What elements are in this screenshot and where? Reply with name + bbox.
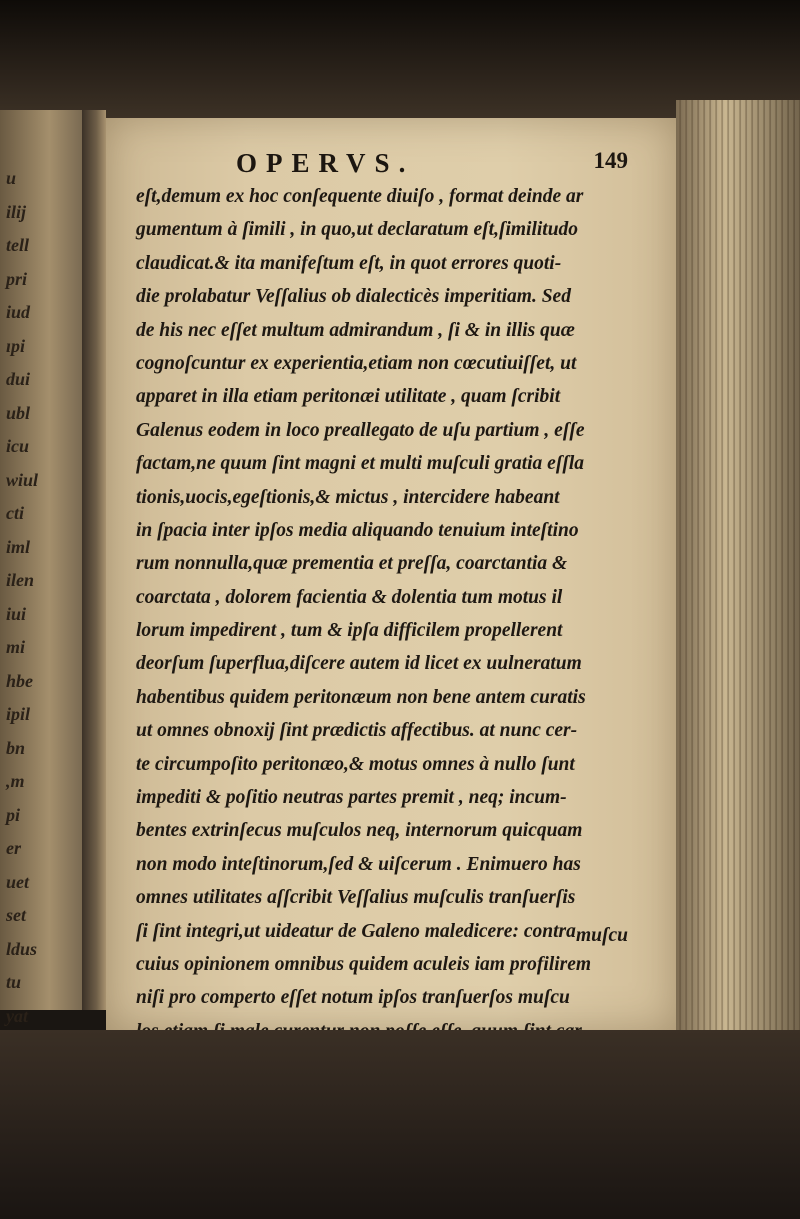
text-line: gumentum à ſimili , in quo,ut declaratum eſt,ſimilitudo: [136, 219, 579, 241]
text-line: tionis,uocis,egeſtionis,& mictus , intercidere habeant: [136, 486, 560, 508]
facing-page-fragment: er: [6, 838, 21, 858]
text-line: te circumpoſito peritonæo,& motus omnes à nullo ſunt: [136, 753, 575, 775]
text-line: eſt,demum ex hoc conſequente diuiſo , format deinde ar: [136, 186, 584, 207]
text-line: ſi ſint integri,ut uideatur de Galeno maledicere: contra: [136, 920, 576, 942]
text-line: claudicat.& ita manifeſtum eſt, in quot errores quoti-: [136, 252, 562, 274]
page-header: [236, 148, 636, 178]
facing-page-fragment: ilij: [6, 201, 27, 222]
text-line: deorſum ſuperflua,diſcere autem id licet ex uulneratum: [136, 653, 582, 675]
text-line: impediti & poſitio neutras partes premit , neq; incum-: [136, 787, 567, 809]
page-number: 149: [593, 148, 628, 173]
facing-page-fragment: pi: [6, 804, 21, 825]
facing-page-fragment: ldus: [6, 938, 38, 959]
text-line: in ſpacia inter ipſos media aliquando tenuium inteſtino: [136, 519, 579, 541]
text-line: non modo inteſtinorum,ſed & uiſcerum . Enimuero has: [136, 853, 581, 875]
facing-page-fragment: ipil: [6, 704, 31, 724]
body-text: [136, 180, 666, 1148]
text-line: cognoſcuntur ex experientia,etiam non cœcutiuiſſet, ut: [136, 352, 577, 374]
text-line: coarctata , dolorem facientia & dolentia tum motus il: [136, 586, 563, 608]
facing-page-fragment: ubl: [6, 402, 31, 423]
text-line: rum nonnulla,quæ prementia et preſſa, coarctantia &: [136, 553, 568, 575]
text-line: lorum impedirent , tum & ipſa difficilem propellerent: [136, 620, 563, 642]
facing-page-fragment: mi: [6, 637, 26, 657]
book-background-bottom: [0, 1030, 800, 1219]
facing-page-fragments: [0, 110, 82, 1167]
text-line: cuius opinionem omnibus quidem aculeis iam profilirem: [136, 953, 592, 975]
text-line: bentes extrinſecus muſculos neq, internorum quicquam: [136, 820, 583, 842]
facing-page-fragment: dui: [6, 369, 31, 389]
facing-page-fragment: iui: [6, 603, 27, 624]
facing-page-fragment: set: [6, 905, 26, 925]
facing-page-fragment: hbe: [6, 670, 33, 691]
facing-page-fragment: ,m: [6, 771, 25, 791]
facing-page-fragment: wiul: [6, 469, 39, 490]
facing-page-fragment: bn: [6, 737, 26, 758]
facing-page-fragment: ıpi: [6, 335, 26, 356]
catchword: muſcu: [575, 925, 628, 946]
running-title: OPERVS.: [236, 148, 415, 178]
facing-page-fragment: pri: [6, 268, 28, 289]
facing-page-fragment: ilen: [6, 570, 35, 590]
text-line: ut omnes obnoxij ſint prædictis affectibus. at nunc cer-: [136, 720, 578, 742]
facing-page-fragment: yat: [6, 1005, 28, 1026]
text-line: de his nec eſſet multum admirandum , ſi & in illis quæ: [136, 319, 575, 341]
facing-page-fragment: iml: [6, 536, 31, 557]
text-line: apparet in illa etiam peritonæi utilitate , quam ſcribit: [136, 386, 561, 408]
facing-page-fragment: cti: [6, 503, 24, 523]
text-line: Galenus eodem in loco preallegato de uſu partium , eſſe: [136, 419, 585, 441]
facing-page-fragment: icu: [6, 436, 30, 456]
text-line: habentibus quidem peritonæum non bene antem curatis: [136, 686, 586, 708]
text-line: omnes utilitates aſſcribit Veſſalius muſculis tranſuerſis: [136, 887, 576, 909]
facing-page-fragment: uet: [6, 871, 30, 892]
facing-page-fragment: u: [6, 168, 17, 188]
facing-page-edge: [0, 110, 82, 1026]
page-stack-edge: [676, 100, 800, 1050]
facing-page-fragment: tu: [6, 972, 22, 992]
facing-page-fragment: iud: [6, 302, 31, 322]
facing-page-fragment: tell: [6, 235, 29, 255]
text-line: factam,ne quum ſint magni et multi muſculi gratia eſſla: [136, 453, 584, 475]
book-gutter: [82, 110, 106, 1010]
text-line: niſi pro comperto eſſet notum ipſos tranſuerſos muſcu: [136, 987, 570, 1009]
text-line: die prolabatur Veſſalius ob dialecticès imperitiam. Sed: [136, 286, 571, 308]
book-page: [106, 118, 676, 1030]
